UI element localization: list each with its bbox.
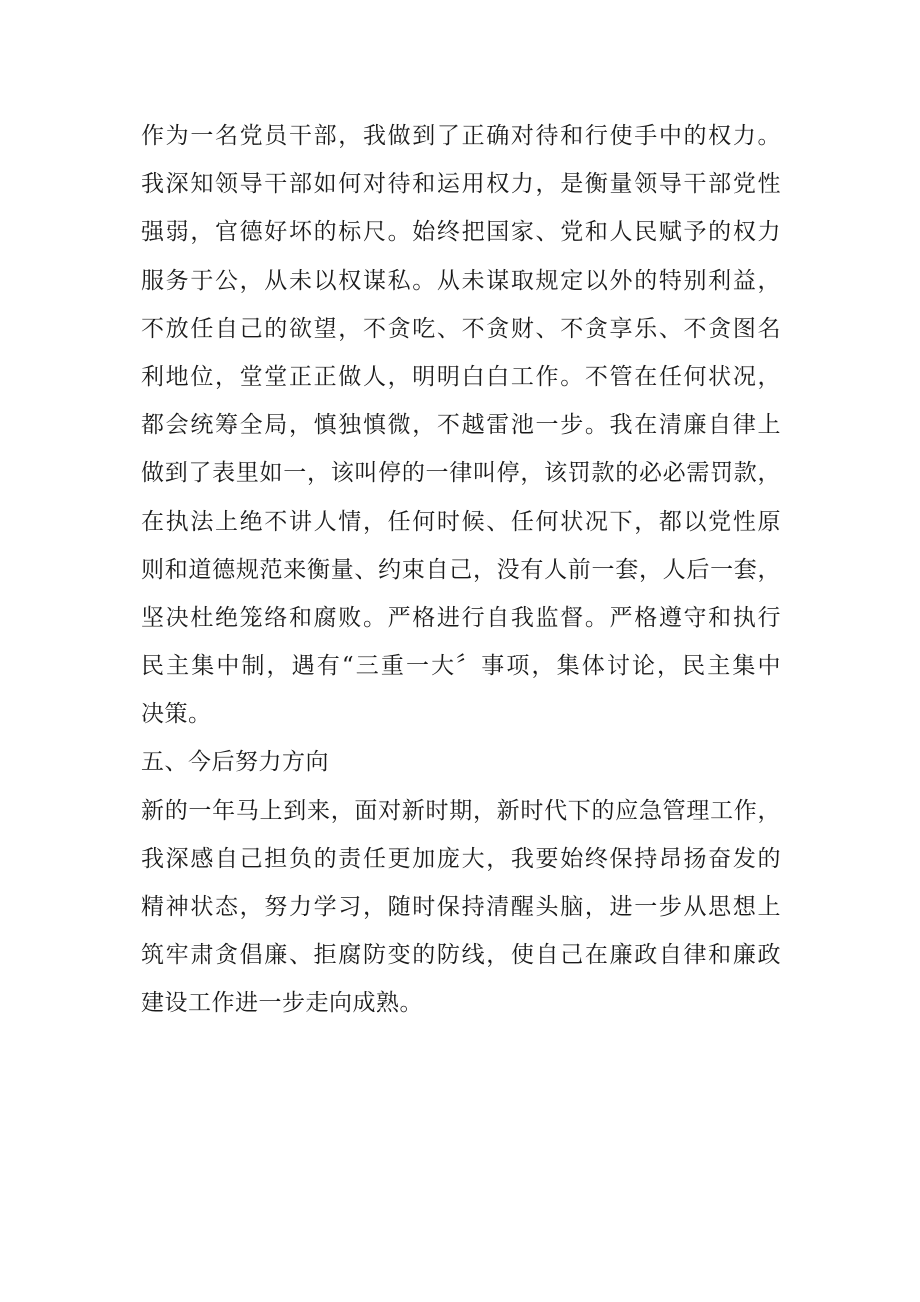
paragraph-line: 决策。 [141, 701, 212, 728]
paragraph-line: 作为一名党员干部，我做到了正确对待和行使手中的权力。 [141, 123, 781, 149]
document-body [141, 112, 781, 1028]
paragraph-line: 不放任自己的欲望，不贪吃、不贪财、不贪享乐、不贪图名 [141, 315, 781, 342]
paragraph-line: 利地位，堂堂正正做人，明明白白工作。不管在任何状况， [141, 363, 781, 390]
paragraph-line: 建设工作进一步走向成熟。 [141, 990, 423, 1017]
paragraph-line: 新的一年马上到来，面对新时期，新时代下的应急管理工作， [141, 797, 781, 824]
paragraph-line: 民主集中制，遇有“三重一大〞事项，集体讨论，民主集中 [141, 653, 781, 680]
paragraph-line: 则和道德规范来衡量、约束自己，没有人前一套，人后一套， [141, 556, 781, 583]
paragraph-line: 筑牢肃贪倡廉、拒腐防变的防线，使自己在廉政自律和廉政 [141, 942, 781, 969]
paragraph-line: 服务于公，从未以权谋私。从未谋取规定以外的特别利益， [141, 267, 781, 294]
paragraph-line: 都会统筹全局，慎独慎微，不越雷池一步。我在清廉自律上 [141, 412, 781, 439]
paragraph-line: 我深知领导干部如何对待和运用权力，是衡量领导干部党性 [141, 171, 781, 198]
paragraph-line: 在执法上绝不讲人情，任何时候、任何状况下，都以党性原 [141, 508, 781, 535]
paragraph-line: 精神状态，努力学习，随时保持清醒头脑，进一步从思想上 [141, 894, 781, 920]
paragraph-line: 做到了表里如一，该叫停的一律叫停，该罚款的必必需罚款， [141, 460, 781, 487]
paragraph-power [141, 112, 781, 738]
paragraph-line: 我深感自己担负的责任更加庞大，我要始终保持昂扬奋发的 [141, 845, 781, 872]
section-heading: 五、今后努力方向 [141, 749, 329, 776]
paragraph-future-direction [141, 787, 781, 1028]
paragraph-line: 强弱，官德好坏的标尺。始终把国家、党和人民赋予的权力 [141, 219, 781, 246]
paragraph-line: 坚决杜绝笼络和腐败。严格进行自我监督。严格遵守和执行 [141, 604, 781, 631]
